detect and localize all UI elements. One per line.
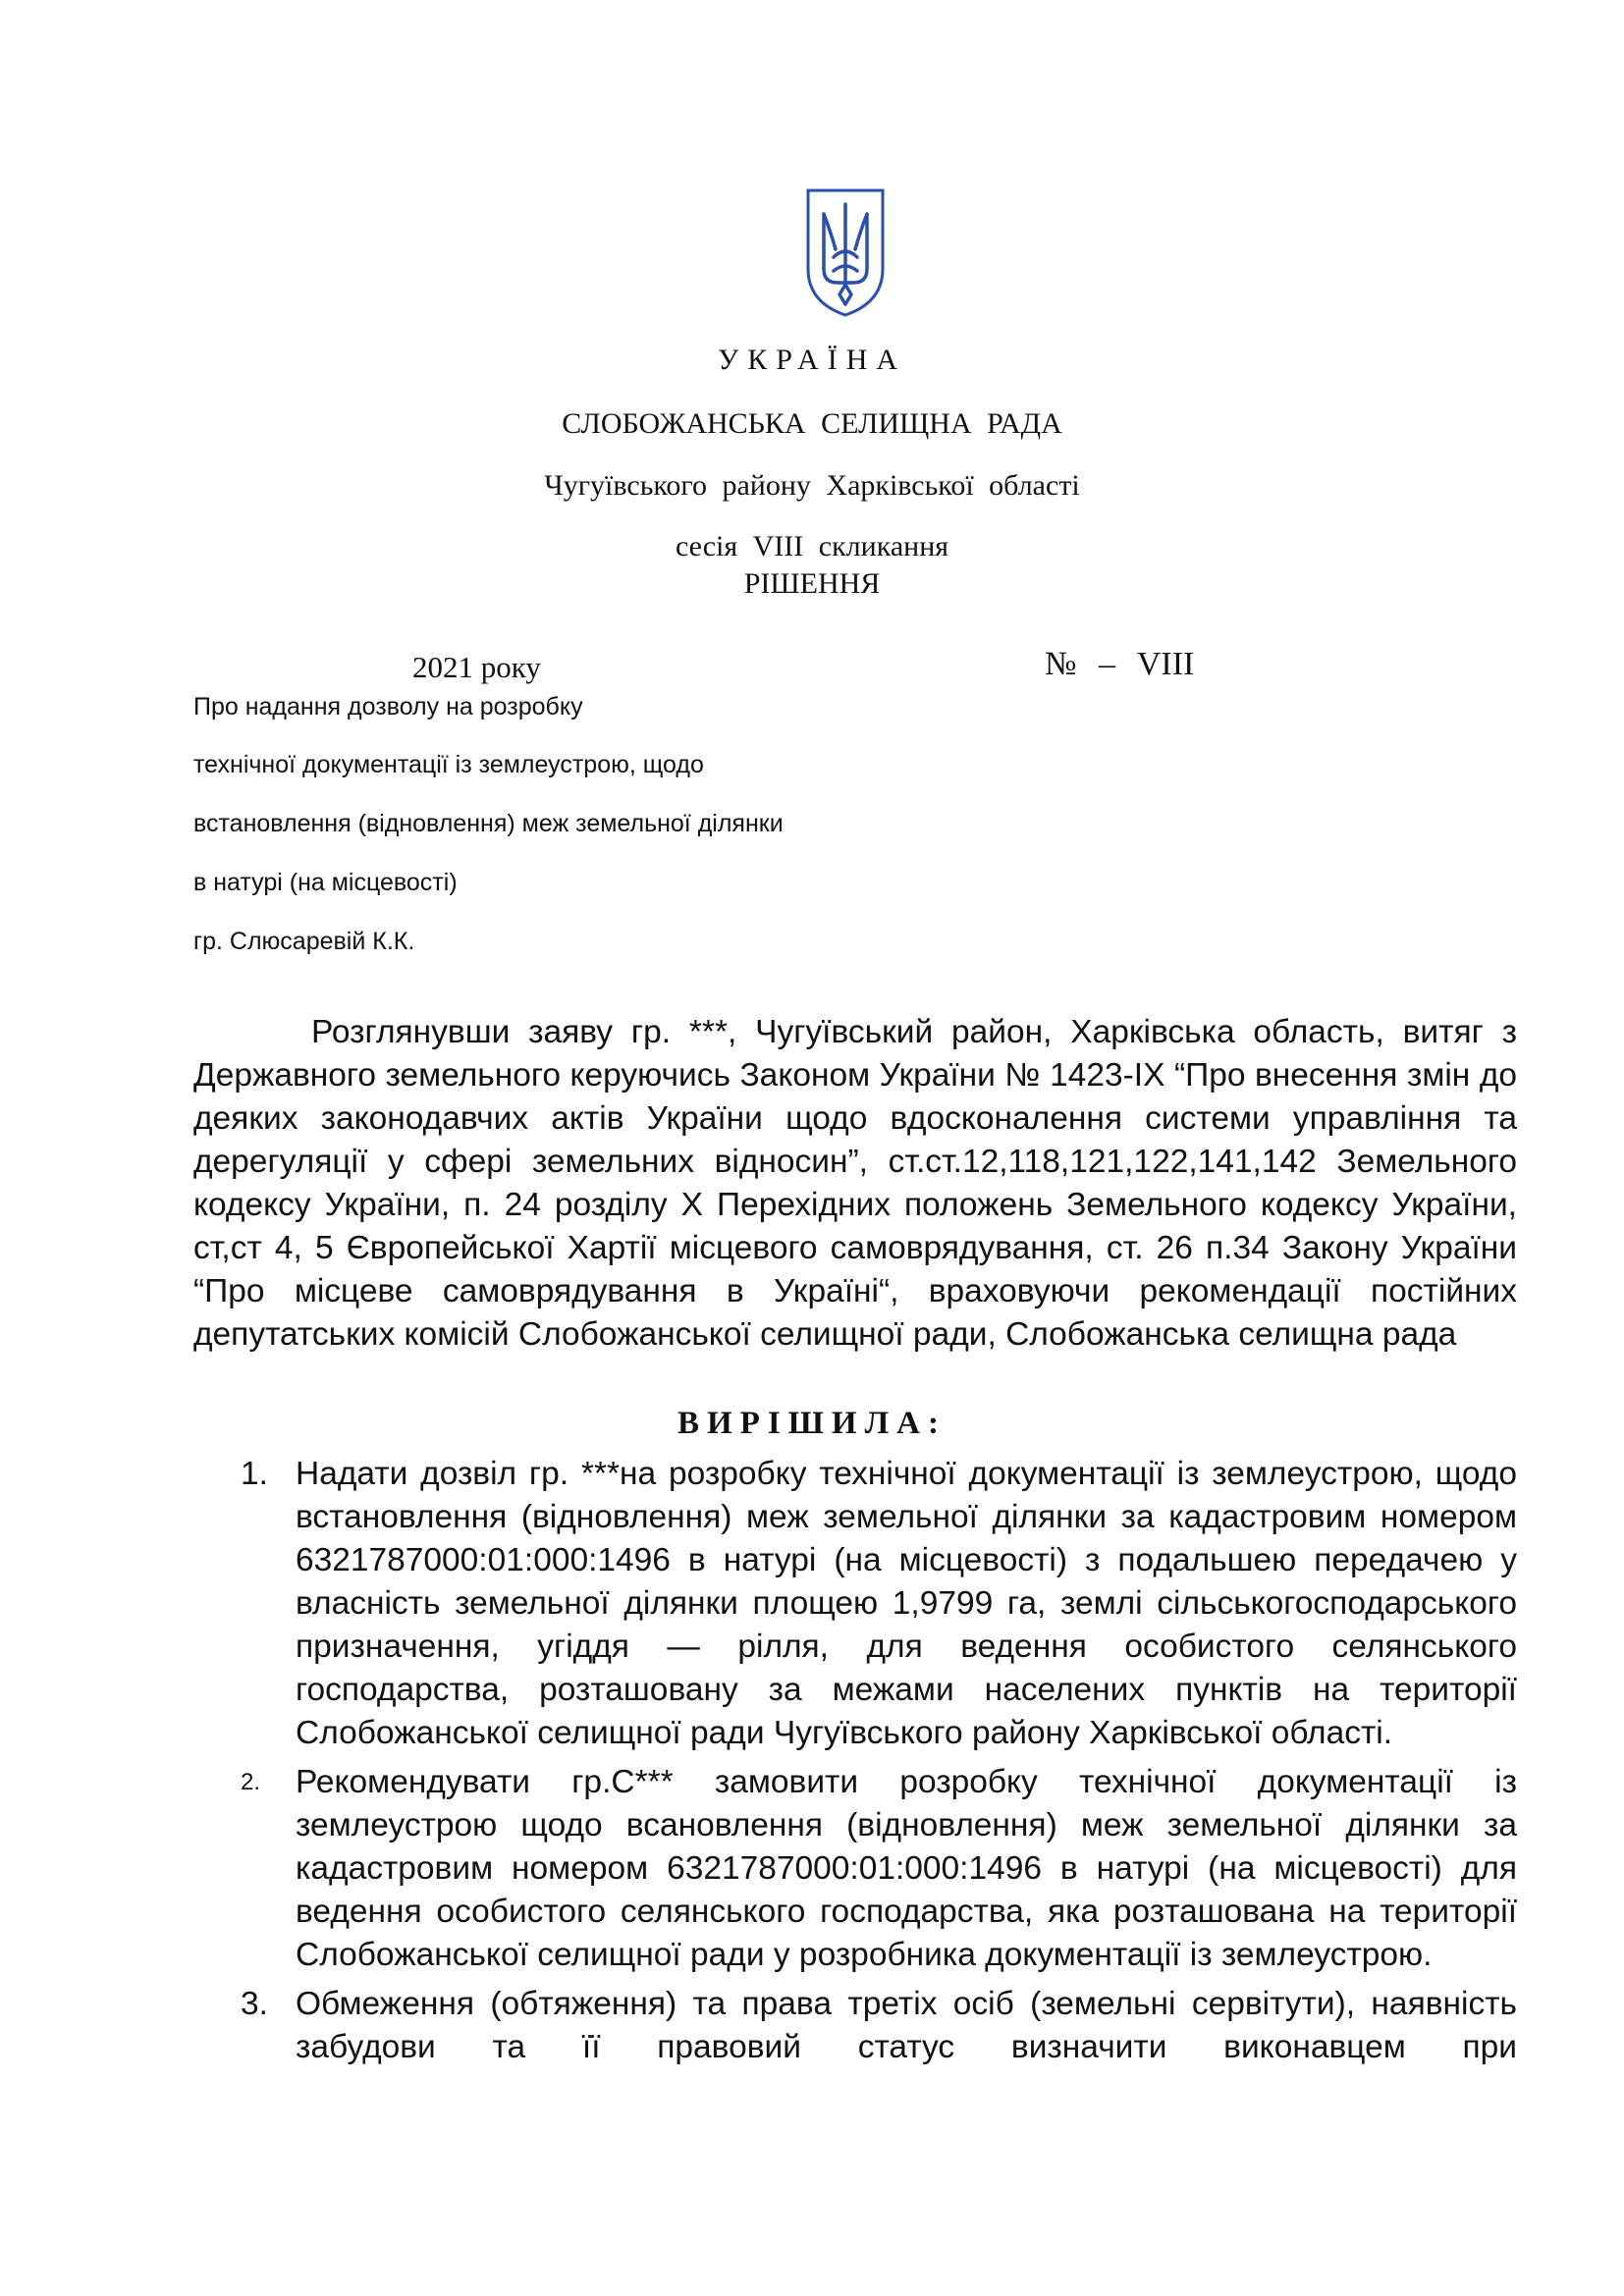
subject-line: в натурі (на місцевості): [193, 869, 458, 896]
subject-line: гр. Слюсаревій К.К.: [193, 928, 415, 955]
list-item: [193, 1453, 1517, 1755]
item-number: 2.: [241, 1769, 261, 1795]
item-number: 3.: [241, 1986, 268, 2022]
preamble-paragraph: Розглянувши заяву гр. ***, Чугуївський район, Харківська область, витяг з Державного земельного керуючись Законом України № 1423-IX “Про внесення змін до деяких законодавчих актів України щодо вдосконалення системи управління та дерегуляції у сфері земельних відносин”, ст.ст.12,118,121,122,141,142 Земельного кодексу України, п. 24 розділу X Перехідних положень Земельного кодексу України, ст,ст 4, 5 Європейської Хартії місцевого самоврядування, ст. 26 п.34 Закону України “Про місцеве самоврядування в Україні“, враховуючи рекомендації постійних депутатських комісій Слобожанської селищної ради, Слобожанська селищна рада: [193, 1014, 1517, 1353]
subject-line: встановлення (відновлення) меж земельної ділянки: [193, 810, 784, 837]
council-heading: СЛОБОЖАНСЬКА СЕЛИЩНА РАДА: [562, 407, 1062, 440]
list-item: [193, 1761, 1517, 1977]
item-text: Надати дозвіл гр. ***на розробку технічної документації із землеустрою, щодо встановлення (відновлення) меж земельної ділянки за кадастровим номером 6321787000:01:000:1496 в натурі (на місцевості) з подальшею передачею у власність земельної ділянки площею 1,9799 га, землі сільськогосподарського призначення, угіддя — рілля, для ведення особистого селянського господарства, розташовану за межами населених пунктів на території Слобожанської селищної ради Чугуївського району Харківської області.: [296, 1456, 1517, 1751]
item-text: Обмеження (обтяження) та права третіх осіб (земельні сервітути), наявність забудови та її правовий статус визначити виконавцем при: [296, 1986, 1517, 2065]
district-heading: Чугуївського району Харківської області: [544, 469, 1080, 502]
coat-of-arms-icon: [804, 187, 887, 319]
decision-title: РІШЕННЯ: [743, 567, 881, 600]
subject-line: технічної документації із землеустрою, щодо: [193, 751, 704, 778]
subject-line: Про надання дозволу на розробку: [193, 693, 583, 721]
list-item: [193, 1983, 1517, 2069]
decision-date: 2021 року: [412, 650, 541, 684]
item-text: Рекомендувати гр.С*** замовити розробку технічної документації із землеустрою щодо всановлення (відновлення) меж земельної ділянки за кадастровим номером 6321787000:01:000:1496 в натурі (на місцевості) для ведення особистого селянського господарства, яка розташована на території Слобожанської селищної ради у розробника документації із землеустрою.: [296, 1764, 1517, 1973]
decision-list: [193, 1453, 1517, 2075]
resolved-heading: ВИРІШИЛА:: [677, 1406, 947, 1441]
decision-number: № – VIII: [1045, 646, 1195, 682]
session-heading: сесія VIII скликання: [675, 530, 949, 562]
item-number: 1.: [241, 1456, 268, 1492]
country-heading: УКРАЇНА: [717, 344, 907, 376]
